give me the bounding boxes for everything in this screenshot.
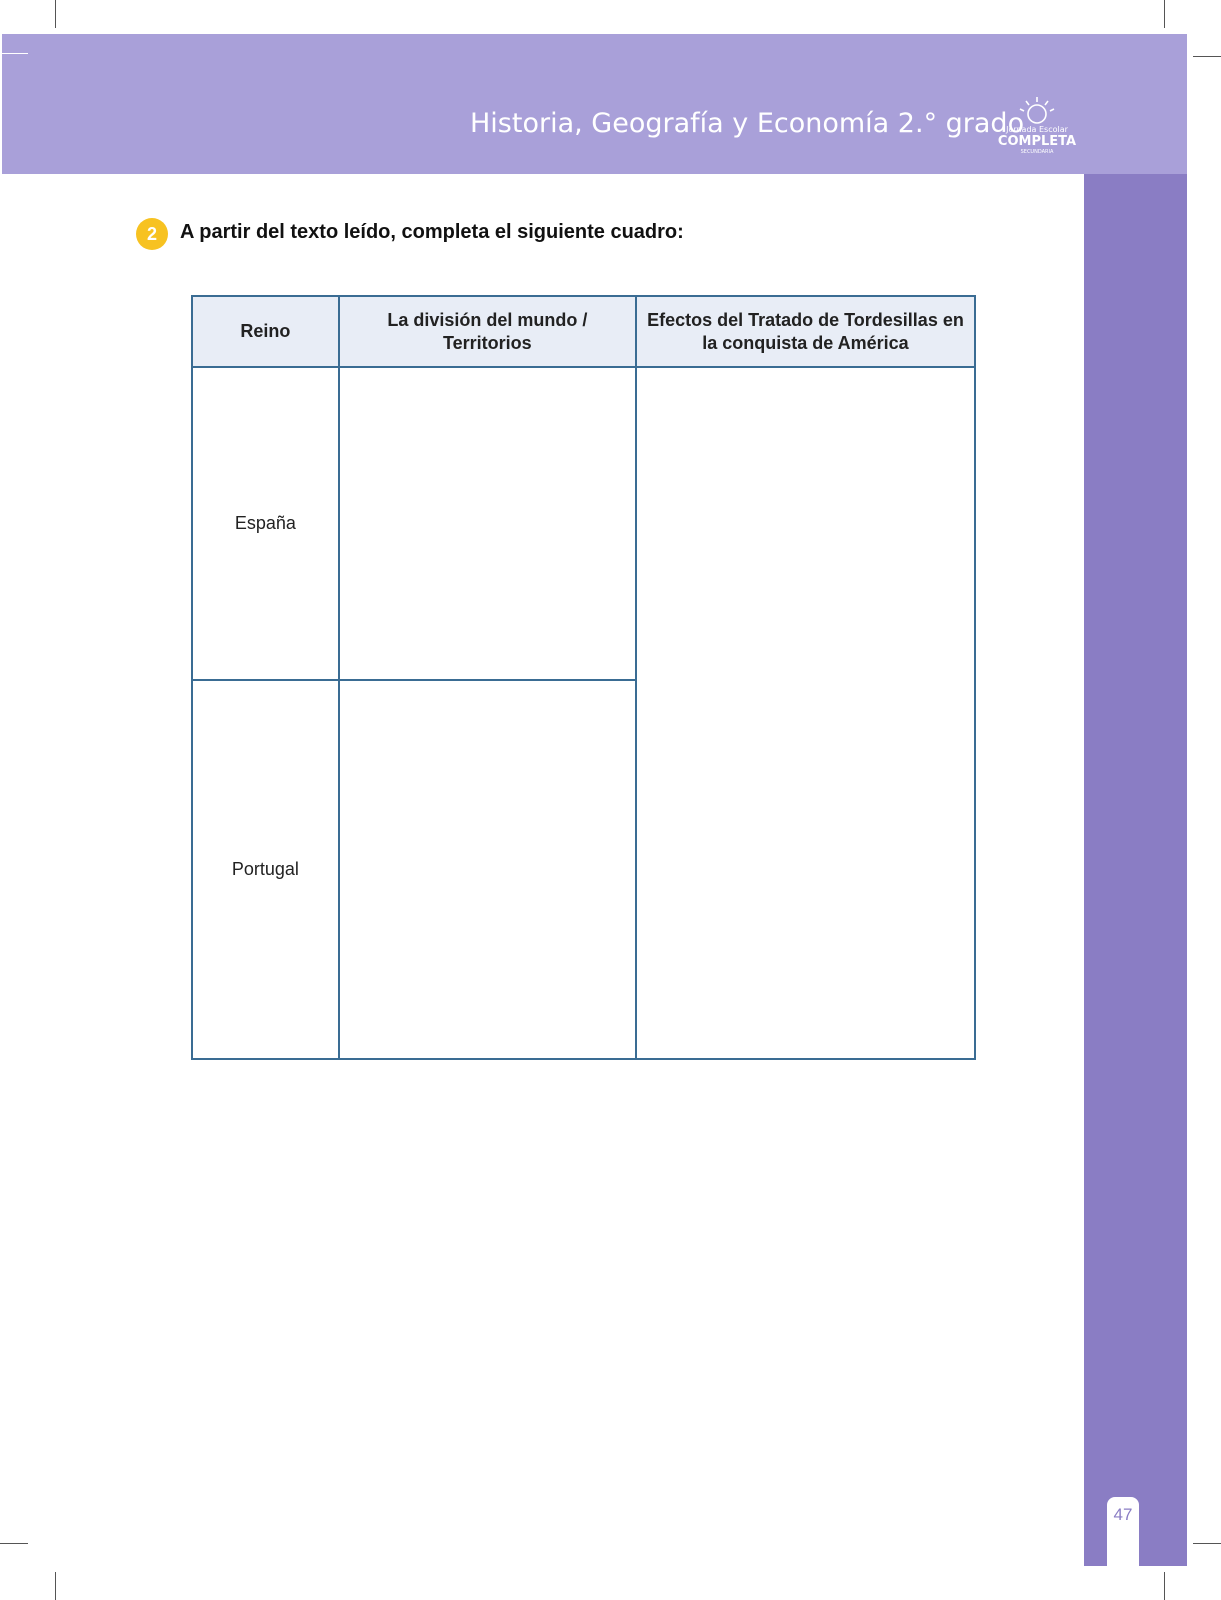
cell-reino-portugal: Portugal [192,680,339,1059]
crop-mark [1164,0,1165,28]
svg-text:Jornada Escolar: Jornada Escolar [1006,125,1068,134]
svg-text:COMPLETA: COMPLETA [997,134,1077,149]
cell-division-espana[interactable] [339,367,636,680]
crop-mark [0,1543,28,1544]
crop-mark [55,0,56,28]
header-efectos: Efectos del Tratado de Tordesillas en la conquista de América [636,296,975,367]
header-reino: Reino [192,296,339,367]
header-division: La división del mundo / Territorios [339,296,636,367]
cell-efectos[interactable] [636,367,975,1059]
header-rule [2,53,28,54]
page-number: 47 [1113,1505,1133,1524]
sidebar-band [1084,174,1187,1566]
answer-table [191,295,976,1060]
svg-text:SECUNDARIA: SECUNDARIA [1020,149,1054,155]
jornada-escolar-completa-logo [996,94,1078,156]
question-instruction: A partir del texto leído, completa el siguiente cuadro: [180,221,684,243]
cell-reino-espana: España [192,367,339,680]
page-header-title: Historia, Geografía y Economía 2.° grado [470,108,1025,139]
cell-division-portugal[interactable] [339,680,636,1059]
crop-mark [1193,1543,1221,1544]
crop-mark [1164,1572,1165,1600]
question-number-badge: 2 [136,218,168,250]
crop-mark [55,1572,56,1600]
crop-mark [1193,56,1221,57]
